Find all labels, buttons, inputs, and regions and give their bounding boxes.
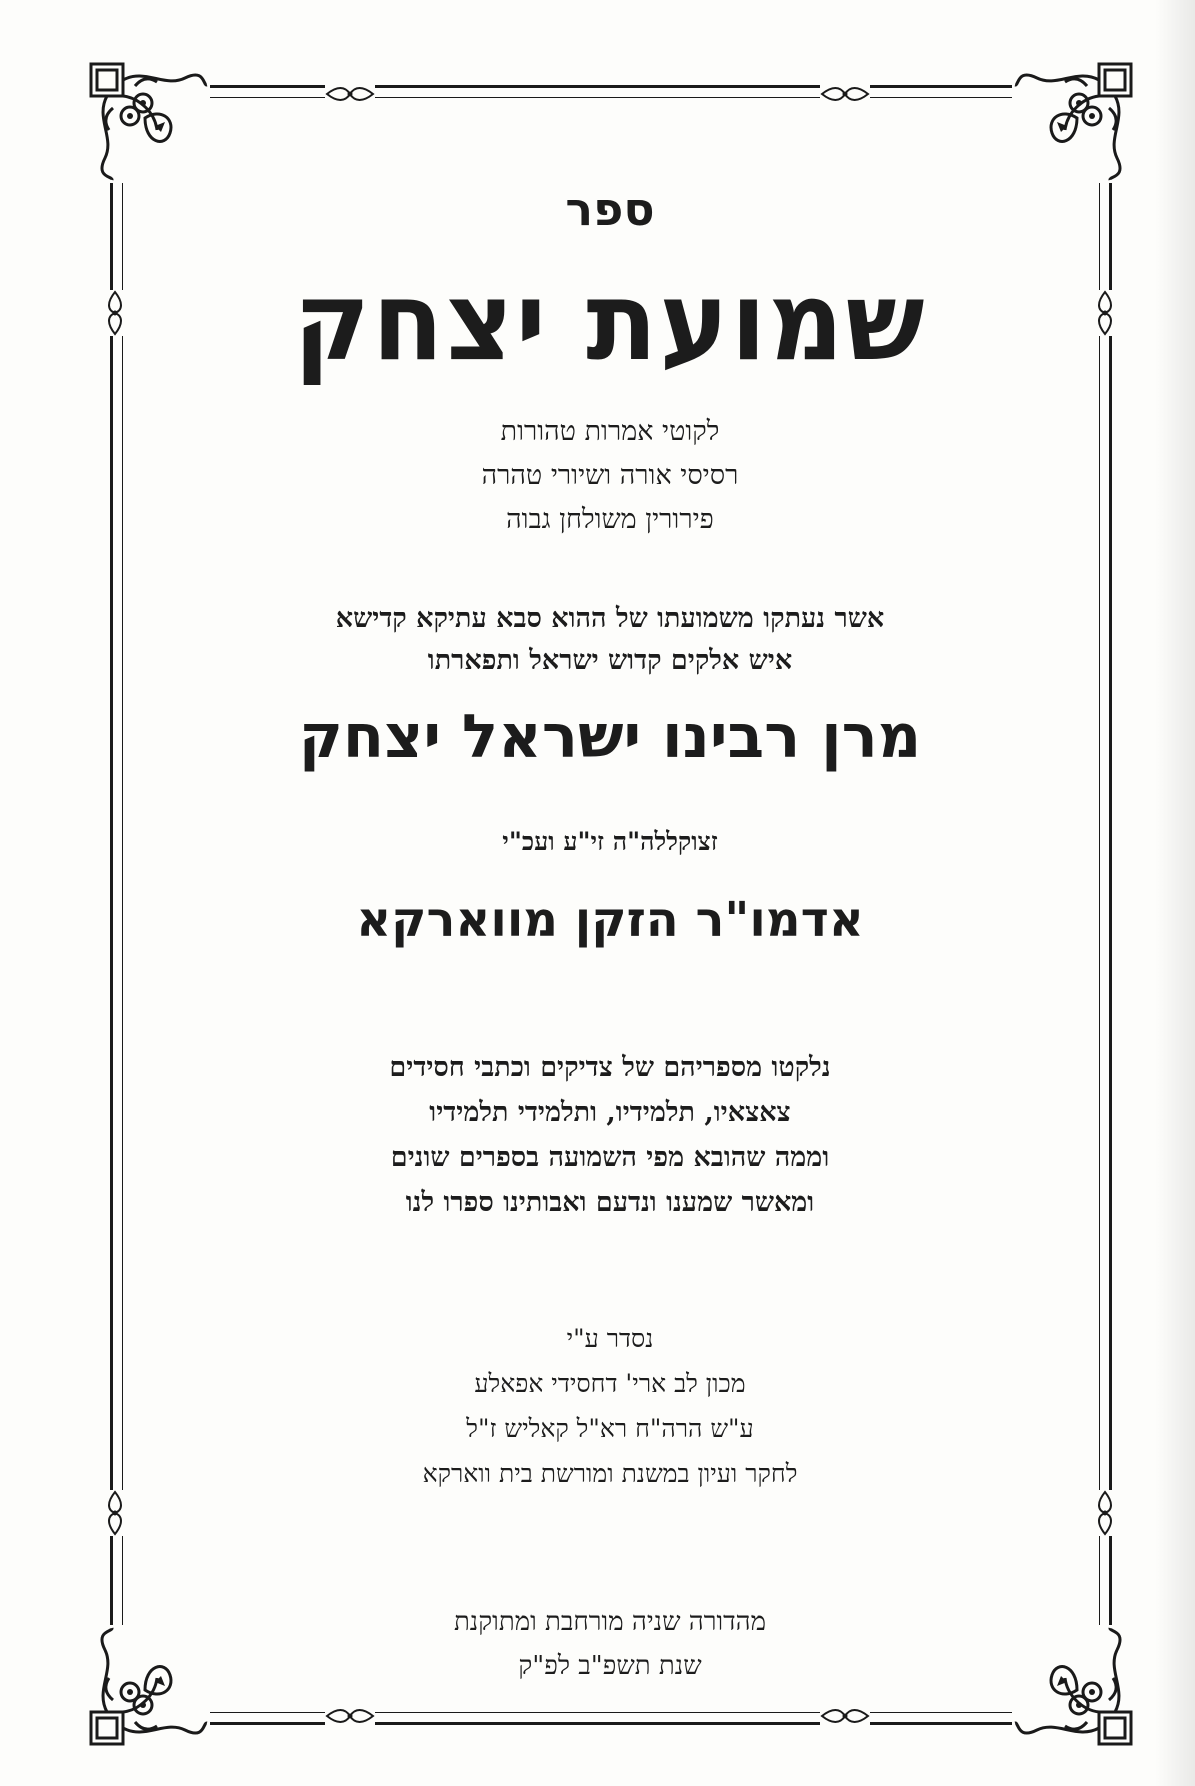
- border-tulip-ornament: [104, 1490, 126, 1536]
- tulip-icon: [820, 1706, 870, 1726]
- tulip-icon: [1094, 290, 1116, 336]
- tulip-icon: [325, 84, 375, 104]
- page-edge-shadow: [1155, 0, 1195, 1786]
- corner-ornament-top-left: [85, 58, 210, 183]
- border-tulip-ornament: [1094, 290, 1116, 336]
- tulip-icon: [820, 84, 870, 104]
- collected-line: וממה שהובא מפי השמועה בספרים שונים: [390, 1142, 830, 1173]
- border-tulip-ornament: [820, 1706, 870, 1726]
- arranged-line: מכון לב ארי' דחסידי אפאלע: [474, 1369, 746, 1398]
- title-prefix: ספר: [565, 182, 655, 236]
- arranged-by-block: [160, 1316, 1060, 1496]
- edition-block: [160, 1600, 1060, 1688]
- tulip-icon: [104, 1490, 126, 1536]
- corner-ornament-top-right: [1012, 58, 1137, 183]
- corner-ornament-icon: [1012, 58, 1137, 183]
- border-tulip-ornament: [325, 1706, 375, 1726]
- collected-line: נלקטו מספריהם של צדיקים וכתבי חסידים: [389, 1052, 831, 1083]
- book-title: שמועת יצחק: [293, 256, 927, 386]
- source-line: אשר נעתקו משמועתו של ההוא סבא עתיקא קדישא: [335, 603, 885, 634]
- honorific-line: זצוקללה"ה זי"ע ועכ"י: [502, 827, 718, 856]
- subtitle-line: פירורין משולחן גבוה: [506, 504, 714, 535]
- border-tulip-ornament: [104, 290, 126, 336]
- arranged-line: לחקר ועיון במשנת ומורשת בית ווארקא: [422, 1459, 798, 1488]
- border-tulip-ornament: [325, 84, 375, 104]
- tulip-icon: [104, 290, 126, 336]
- collected-line: צאצאיו, תלמידיו, ותלמידי תלמידיו: [429, 1097, 791, 1128]
- rabbi-name: מרן רבינו ישראל יצחק: [298, 702, 922, 772]
- source-block: [160, 598, 1060, 682]
- arranged-line: נסדר ע"י: [566, 1324, 654, 1353]
- arranged-line: ע"ש הרה"ח רא"ל קאליש ז"ל: [466, 1414, 754, 1443]
- border-tulip-ornament: [1094, 1490, 1116, 1536]
- collected-block: [160, 1045, 1060, 1225]
- subtitle-block: [160, 410, 1060, 542]
- subtitle-line: רסיסי אורה ושיורי טהרה: [481, 460, 739, 491]
- source-line: איש אלקים קדוש ישראל ותפארתו: [427, 645, 793, 676]
- subtitle-line: לקוטי אמרות טהורות: [500, 416, 720, 447]
- tulip-icon: [1094, 1490, 1116, 1536]
- edition-line: מהדורה שניה מורחבת ומתוקנת: [453, 1607, 767, 1637]
- edition-line: שנת תשפ"ב לפ"ק: [518, 1651, 702, 1681]
- border-tulip-ornament: [820, 84, 870, 104]
- rabbi-title: אדמו"ר הזקן מווארקא: [356, 892, 864, 948]
- collected-line: ומאשר שמענו ונדעם ואבותינו ספרו לנו: [405, 1187, 815, 1218]
- tulip-icon: [325, 1706, 375, 1726]
- corner-ornament-icon: [85, 58, 210, 183]
